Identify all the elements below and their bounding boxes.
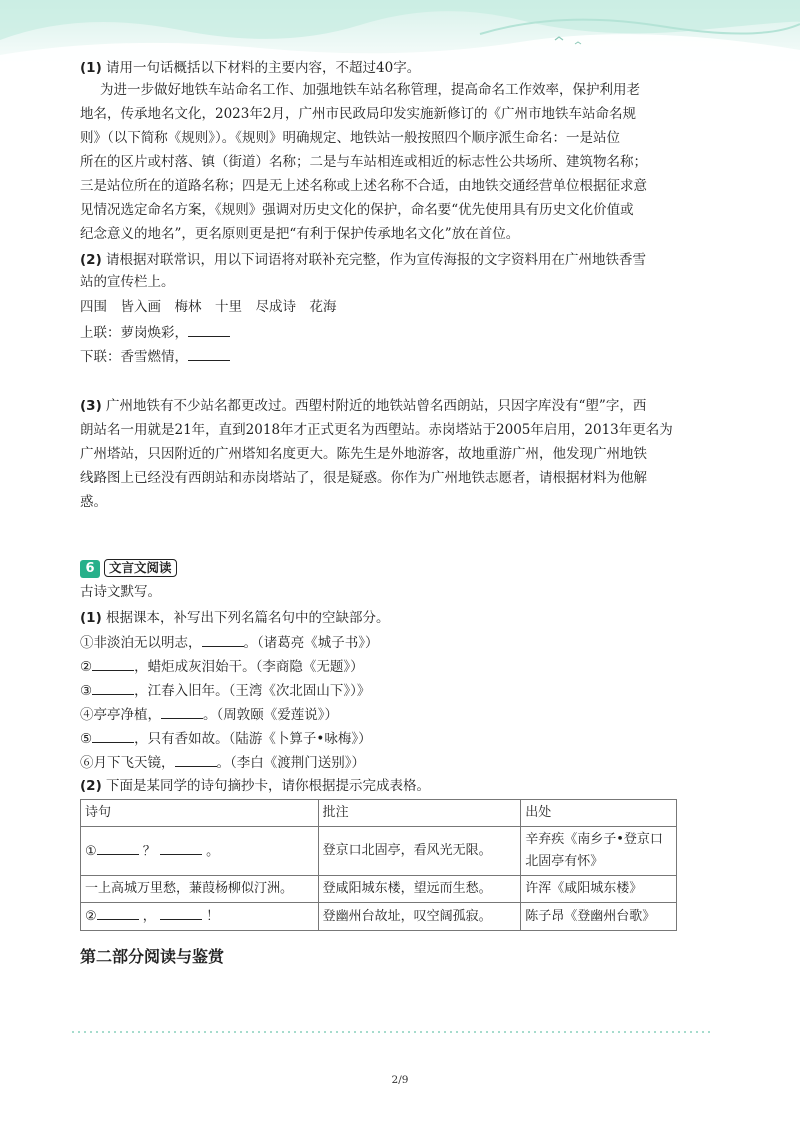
footer-dotted-divider <box>70 1031 710 1033</box>
s6-p1-prompt-line <box>80 608 390 628</box>
q2-prompt-line <box>80 250 646 270</box>
fill-item <box>80 632 379 653</box>
s6-p2-prompt-line <box>80 776 430 796</box>
fill-item-post: 。（李白《渡荆门送别》） <box>216 755 365 771</box>
s6-p2-number: (2) <box>80 778 102 794</box>
q3-line: 朗站名一用就是21年，直到2018年才正式更名为西塱站。赤岗塔站于2005年启用，2013年更名为 <box>80 422 673 438</box>
q2-prompt: 请根据对联常识，用以下词语将对联补充完整，作为宣传海报的文字资料用在广州地铁香雪 <box>106 252 647 268</box>
fill-item-post: ，江春入旧年。（王湾《次北固山下》）》 <box>134 683 371 699</box>
answer-blank[interactable] <box>97 840 139 855</box>
q2-prompt-cont: 站的宣传栏上。 <box>80 274 175 290</box>
answer-blank[interactable] <box>92 728 134 743</box>
table-row <box>81 827 677 876</box>
q2-lower-couplet <box>80 346 230 367</box>
note-cell: 登京口北固亭，看风光无限。 <box>318 827 521 876</box>
q3-text: 广州地铁有不少站名都更改过。西塱村附近的地铁站曾名西朗站，只因字库没有“塱”字，西 <box>106 398 647 414</box>
s6-p1-number: (1) <box>80 610 102 626</box>
q1-material-line: 则》（以下简称《规则》）。《规则》明确规定、地铁站一般按照四个顺序派生命名：一是站位 <box>80 130 620 146</box>
poem-punct: ？ <box>142 843 156 859</box>
answer-blank[interactable] <box>92 680 134 695</box>
part-title: 第二部分阅读与鉴赏 <box>80 947 225 966</box>
answer-blank[interactable] <box>188 322 230 337</box>
section-intro: 古诗文默写。 <box>80 584 161 600</box>
q1-material-line: 为进一步做好地铁车站命名工作、加强地铁车站名称管理，提高命名工作效率，保护利用老 <box>100 82 640 98</box>
fill-item-pre: ⑥月下飞天镜， <box>80 755 175 771</box>
fill-item <box>80 752 365 773</box>
fill-item-pre: ④亭亭净植， <box>80 707 161 723</box>
poem-index: ② <box>85 909 97 924</box>
q3-number: (3) <box>80 398 102 414</box>
answer-blank[interactable] <box>97 905 139 920</box>
q3-line: 广州塔站，只因附近的广州塔知名度更大。陈先生是外地游客，故地重游广州，他发现广州地铁 <box>80 446 647 462</box>
table-header-cell: 批注 <box>318 800 521 827</box>
source-cell: 陈子昂《登幽州台歌》 <box>521 903 677 931</box>
fill-item <box>80 656 364 677</box>
q1-material-line: 三是站位所在的道路名称；四是无上述名称或上述名称不合适，由地铁交通经营单位根据征求意 <box>80 178 647 194</box>
answer-blank[interactable] <box>202 632 244 647</box>
fill-item <box>80 680 370 701</box>
q1-material-line: 见情况选定命名方案，《规则》强调对历史文化的保护，命名要“优先使用具有历史文化价值或 <box>80 202 634 218</box>
table-row <box>81 876 677 903</box>
note-cell: 登幽州台故址，叹空阔孤寂。 <box>318 903 521 931</box>
fill-item-post: 。（周敦颐《爱莲说》） <box>203 707 338 723</box>
fill-item-pre: ② <box>80 659 93 675</box>
q3-line: 惑。 <box>80 494 107 510</box>
fill-item-post: ，蜡炬成灰泪始干。（李商隐《无题》） <box>134 659 364 675</box>
s6-p2-prompt: 下面是某同学的诗句摘抄卡，请你根据提示完成表格。 <box>106 778 431 794</box>
fill-item <box>80 728 372 749</box>
fill-item-pre: ①非淡泊无以明志， <box>80 635 202 651</box>
poem-cell: 一上高城万里愁，蒹葭杨柳似汀洲。 <box>81 876 319 903</box>
fill-item-post: 。（诸葛亮《城子书》） <box>243 635 379 651</box>
q2-upper-couplet <box>80 322 230 343</box>
note-cell: 登咸阳城东楼，望远而生愁。 <box>318 876 521 903</box>
q1-material-line: 纪念意义的地名”，更名原则更是把“有利于保护传承地名文化”放在首位。 <box>80 226 520 242</box>
answer-blank[interactable] <box>92 656 134 671</box>
q3-line <box>80 396 646 416</box>
poem-punct: ！ <box>206 909 220 924</box>
table-header-row <box>81 800 677 827</box>
q1-material-line: 所在的区片或村落、镇（街道）名称；二是与车站相连或相近的标志性公共场所、建筑物名称； <box>80 154 647 170</box>
fill-item-pre: ⑤ <box>80 731 93 747</box>
q2-word-bank: 四围 皆入画 梅林 十里 尽成诗 花海 <box>80 299 337 315</box>
poem-punct: 。 <box>206 843 220 859</box>
q2-number: (2) <box>80 252 102 268</box>
section-type-tag: 文言文阅读 <box>104 559 177 577</box>
page-number: 2/9 <box>391 1074 409 1086</box>
s6-p1-prompt: 根据课本，补写出下列名篇名句中的空缺部分。 <box>106 610 390 626</box>
q1-material-line: 地名，传承地名文化，2023年2月，广州市民政局印发实施新修订的《广州市地铁车站命名规 <box>80 106 636 122</box>
fill-item-pre: ③ <box>80 683 93 699</box>
answer-blank[interactable] <box>175 752 217 767</box>
section-number-badge: 6 <box>80 560 100 578</box>
answer-blank[interactable] <box>188 346 230 361</box>
poem-cell <box>81 903 319 931</box>
q1-prompt: 请用一句话概括以下材料的主要内容，不超过40字。 <box>106 60 421 76</box>
q3-line: 线路图上已经没有西朗站和赤岗塔站了，很是疑惑。你作为广州地铁志愿者，请根据材料为他解 <box>80 470 647 486</box>
fill-item <box>80 704 338 725</box>
poem-index: ① <box>85 843 97 859</box>
table-header-cell: 出处 <box>521 800 677 827</box>
q1-prompt-line <box>80 58 420 78</box>
fill-item-post: ，只有香如故。（陆游《卜算子•咏梅》） <box>134 731 372 747</box>
table-header-cell: 诗句 <box>81 800 319 827</box>
poem-card-table <box>80 799 677 931</box>
q1-number: (1) <box>80 60 102 76</box>
q2-lower-label: 下联：香雪燃情， <box>80 349 188 365</box>
q2-upper-label: 上联：萝岗焕彩， <box>80 325 188 341</box>
source-cell: 辛弃疾《南乡子•登京口北固亭有怀》 <box>521 827 677 876</box>
answer-blank[interactable] <box>161 704 203 719</box>
poem-cell <box>81 827 319 876</box>
poem-punct: ， <box>142 909 156 924</box>
answer-blank[interactable] <box>160 840 202 855</box>
table-row <box>81 903 677 931</box>
answer-blank[interactable] <box>160 905 202 920</box>
source-cell: 许浑《咸阳城东楼》 <box>521 876 677 903</box>
